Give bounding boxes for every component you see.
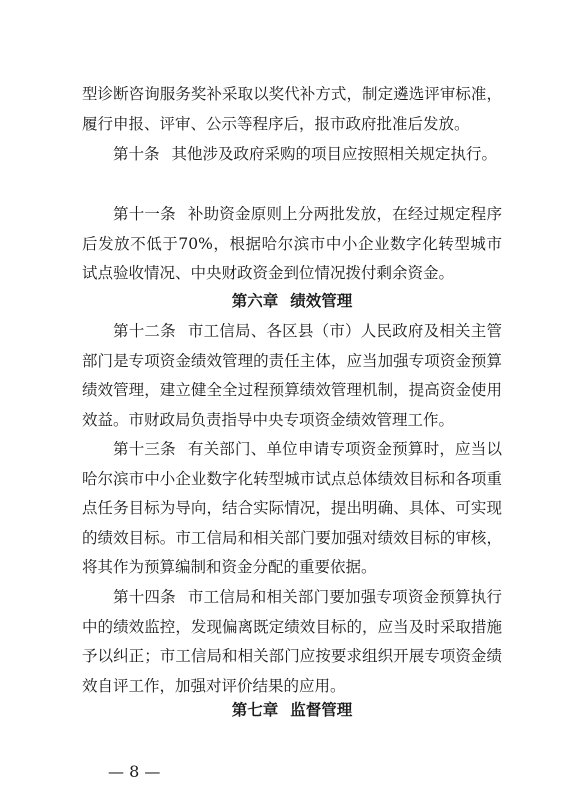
paragraph-text: 型诊断咨询服务奖补采取以奖代补方式，制定遴选评审标准，履行申报、评审、公示等程序后，报市政府批准后发放。	[82, 85, 502, 133]
article-label: 第十一条	[113, 205, 176, 223]
article-label: 第十四条	[113, 588, 176, 606]
article-text: 补助资金原则上分两批发放，在经过规定程序后发放不低于70%，根据哈尔滨市中小企业数字化转型城市试点验收情况、中央财政资金到位情况拨付剩余资金。	[82, 205, 502, 282]
article-label: 第十三条	[113, 440, 176, 458]
article-10	[82, 140, 502, 170]
page-number: — 8 —	[108, 762, 161, 781]
article-text: 有关部门、单位申请专项资金预算时，应当以哈尔滨市中小企业数字化转型城市试点总体绩效目标和各项重点任务目标为导向，结合实际情况，提出明确、具体、可实现的绩效目标。市工信局和相关部门要加强对绩效目标的审核，将其作为预算编制和资金分配的重要依据。	[82, 440, 502, 576]
chapter-title: 绩效管理	[290, 292, 353, 310]
paragraph-continuation	[82, 80, 502, 139]
chapter-7-heading	[82, 696, 502, 726]
article-text: 市工信局、各区县（市）人民政府及相关主管部门是专项资金绩效管理的责任主体，应当加强专项资金预算绩效管理，建立健全全过程预算绩效管理机制，提高资金使用效益。市财政局负责指导中央专项资金绩效管理工作。	[82, 322, 502, 429]
article-label: 第十条	[113, 145, 160, 163]
chapter-6-heading	[82, 287, 502, 317]
chapter-number: 第七章	[231, 701, 279, 719]
article-text: 其他涉及政府采购的项目应按照相关规定执行。	[171, 145, 498, 163]
article-13	[82, 435, 502, 583]
chapter-number: 第六章	[231, 292, 279, 310]
article-label: 第十二条	[113, 322, 176, 340]
article-12	[82, 317, 502, 435]
article-14	[82, 583, 502, 701]
article-text: 市工信局和相关部门要加强专项资金预算执行中的绩效监控，发现偏离既定绩效目标的，应当及时采取措施予以纠正；市工信局和相关部门应按要求组织开展专项资金绩效自评工作，加强对评价结果的应用。	[82, 588, 502, 695]
article-11	[82, 200, 502, 289]
chapter-title: 监督管理	[290, 701, 353, 719]
